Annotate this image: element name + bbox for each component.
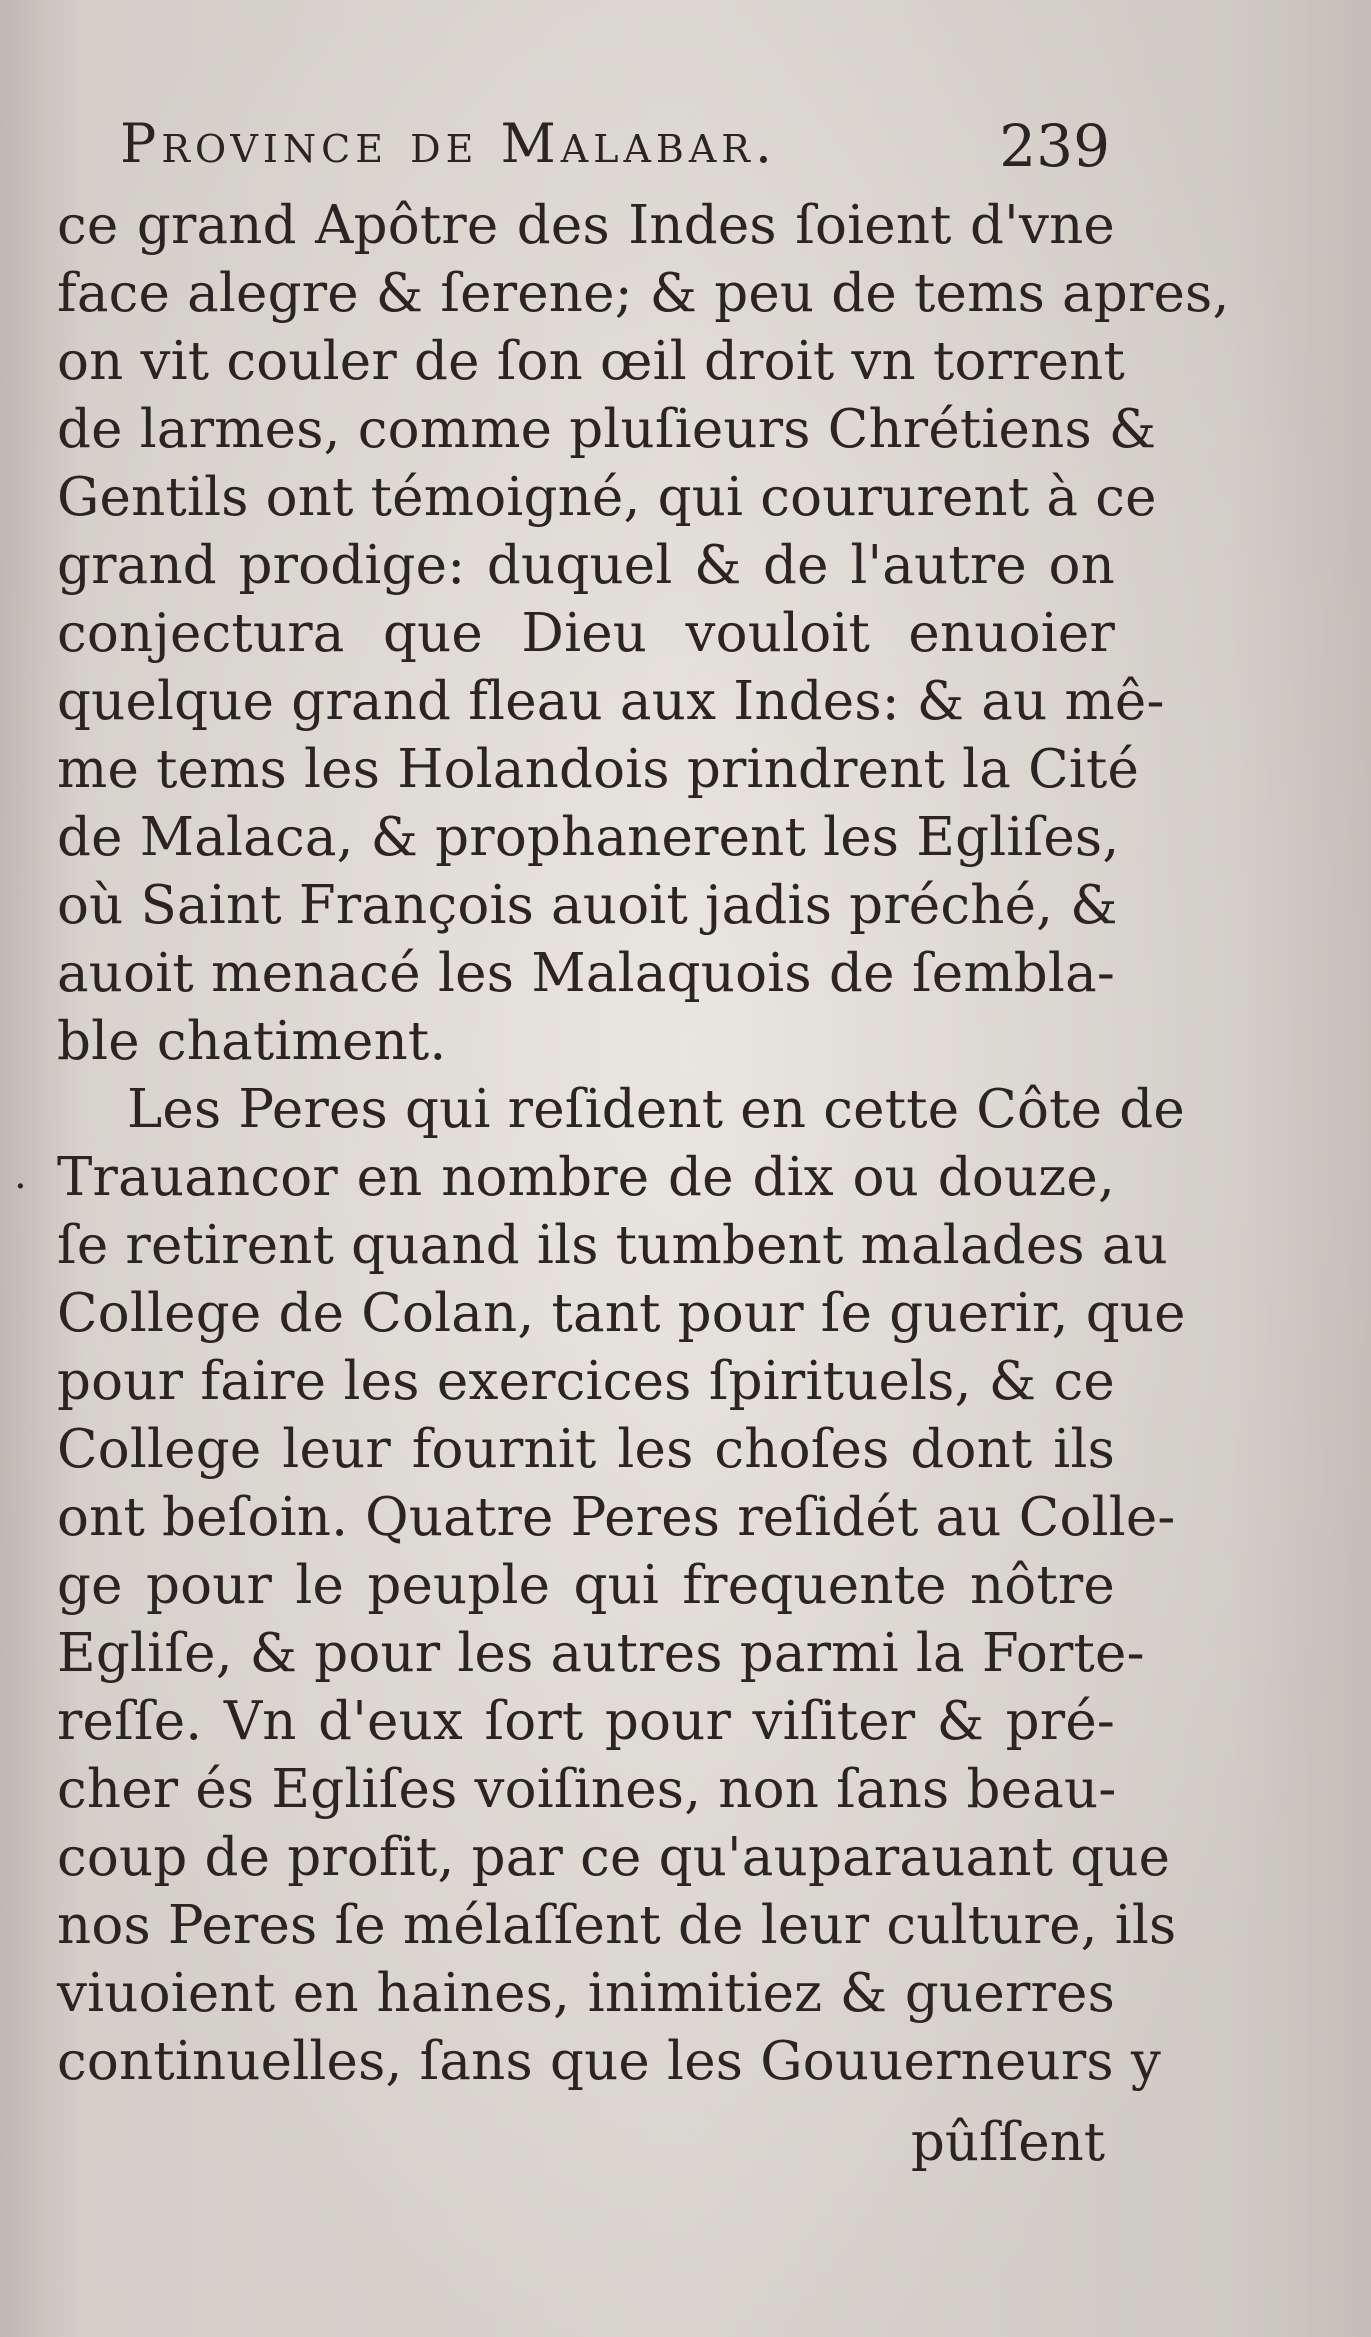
- text-line: grand prodige: duquel & de l'autre on: [57, 535, 1115, 596]
- text-line: cher és Egliſes voiſines, non ſans beau-: [57, 1759, 1117, 1820]
- text-line: conjectura que Dieu vouloit enuoier: [57, 603, 1115, 664]
- body-text: [57, 192, 1230, 2096]
- text-line: College de Colan, tant pour ſe guerir, que: [57, 1283, 1186, 1344]
- text-line: continuelles, ſans que les Gouuerneurs y: [57, 2031, 1161, 2092]
- running-title: Province de Malabar.: [120, 112, 778, 175]
- text-line: College leur fournit les choſes dont ils: [57, 1419, 1115, 1480]
- text-line: ſe retirent quand ils tumbent malades au: [57, 1215, 1169, 1276]
- text-line: reſſe. Vn d'eux ſort pour viſiter & pré-: [57, 1691, 1115, 1752]
- text-line: face alegre & ſerene; & peu de tems apres,: [57, 263, 1230, 324]
- text-line: Les Peres qui reſident en cette Côte de: [127, 1079, 1185, 1140]
- text-line: Trauancor en nombre de dix ou douze,: [57, 1147, 1115, 1208]
- text-line: me tems les Holandois prindrent la Cité: [57, 739, 1140, 800]
- text-line: de Malaca, & prophanerent les Egliſes,: [57, 807, 1120, 868]
- text-line: Gentils ont témoigné, qui coururent à ce: [57, 467, 1157, 528]
- page-header: [120, 112, 1110, 192]
- text-line: pour faire les exercices ſpirituels, & ce: [57, 1351, 1115, 1412]
- text-line: ce grand Apôtre des Indes ſoient d'vne: [57, 195, 1115, 256]
- text-line: auoit menacé les Malaquois de ſembla-: [57, 943, 1115, 1004]
- catchword: pûſſent: [910, 2112, 1105, 2173]
- text-line: ont beſoin. Quatre Peres reſidét au Colle-: [57, 1487, 1176, 1548]
- text-line: Egliſe, & pour les autres parmi la Forte-: [57, 1623, 1145, 1684]
- text-line: où Saint François auoit jadis préché, &: [57, 875, 1118, 936]
- text-line: nos Peres ſe mélaſſent de leur culture, ils: [57, 1895, 1177, 1956]
- text-line: coup de profit, par ce qu'auparauant que: [57, 1827, 1171, 1888]
- text-line: ge pour le peuple qui frequente nôtre: [57, 1555, 1115, 1616]
- text-line: viuoient en haines, inimitiez & guerres: [57, 1963, 1115, 2024]
- text-line: quelque grand fleau aux Indes: & au mê-: [57, 671, 1165, 732]
- text-line: ble chatiment.: [57, 1011, 447, 1072]
- page-number: 239: [999, 112, 1110, 180]
- paragraph-2: [57, 1076, 1186, 2096]
- text-line: on vit couler de ſon œil droit vn torrent: [57, 331, 1126, 392]
- margin-mark: .: [14, 1152, 27, 1198]
- paragraph-1: [57, 192, 1230, 1076]
- text-line: de larmes, comme pluſieurs Chrétiens &: [57, 399, 1157, 460]
